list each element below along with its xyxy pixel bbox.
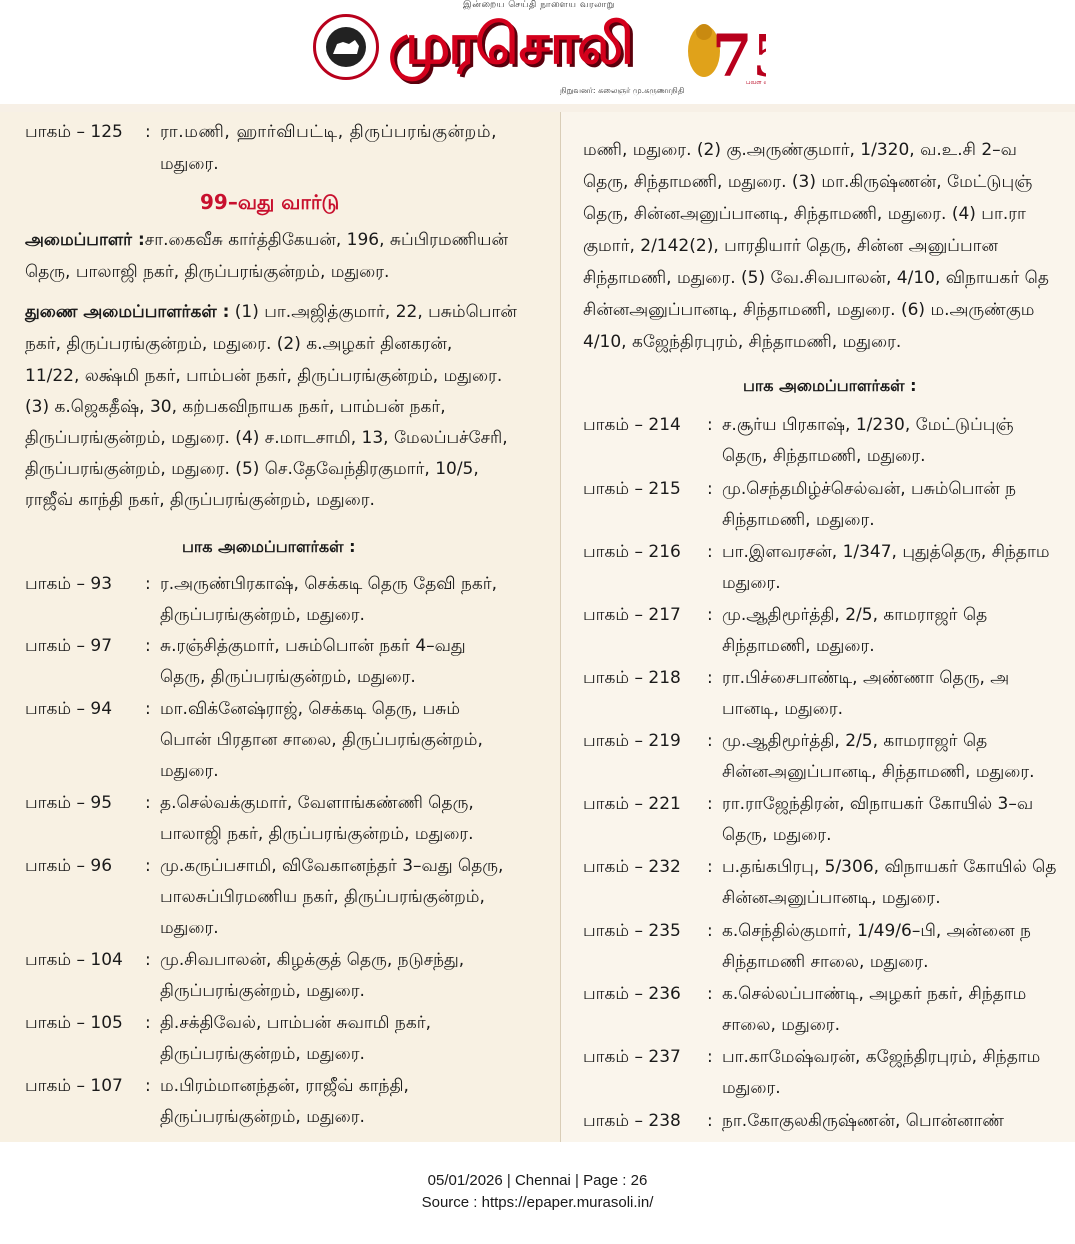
entry-line: திருப்பரங்குன்றம், மதுரை. bbox=[160, 1107, 365, 1127]
right-top-line: தெரு, சின்னஅனுப்பானடி, சிந்தாமணி, மதுரை. (4) பா.ரா bbox=[583, 204, 1026, 224]
entry-label: பாகம் – 221 bbox=[583, 794, 681, 814]
masthead-tagline: இன்றைய செய்தி நாளைய வரலாறு bbox=[463, 0, 615, 10]
entry-colon: : bbox=[707, 668, 713, 688]
entry-colon: : bbox=[145, 1076, 151, 1096]
entry-line: மதுரை. bbox=[160, 918, 219, 938]
entry-line: மு.ஆதிமூர்த்தி, 2/5, காமராஜர் தெ bbox=[722, 731, 988, 751]
entry-line: பா.காமேஷ்வரன், கஜேந்திரபுரம், சிந்தாம bbox=[722, 1047, 1041, 1067]
entry-line: மு.கருப்பசாமி, விவேகானந்தர் 3–வது தெரு, bbox=[160, 856, 504, 876]
entry-line: பானடி, மதுரை. bbox=[722, 699, 844, 719]
entry-label: பாகம் – 104 bbox=[25, 950, 123, 970]
left-column bbox=[0, 112, 560, 1142]
deputy-line: நகர், திருப்பரங்குன்றம், மதுரை. (2) க.அழகர் தினகரன், bbox=[25, 334, 453, 354]
entry-line: மு.ஆதிமூர்த்தி, 2/5, காமராஜர் தெ bbox=[722, 605, 988, 625]
entry-label: பாகம் – 237 bbox=[583, 1047, 681, 1067]
entry-colon: : bbox=[145, 1013, 151, 1033]
entry-colon: : bbox=[707, 542, 713, 562]
entry-label: பாகம் – 215 bbox=[583, 479, 681, 499]
right-top-line: சின்னஅனுப்பானடி, சிந்தாமணி, மதுரை. (6) ம.அருண்கும bbox=[583, 300, 1035, 320]
anniversary-emblem bbox=[676, 6, 766, 96]
entry-colon: : bbox=[145, 636, 151, 656]
entry-line: நா.கோகுலகிருஷ்ணன், பொன்னாண் bbox=[722, 1111, 1005, 1131]
entry-colon: : bbox=[145, 122, 151, 142]
deputy-line: ராஜீவ் காந்தி நகர், திருப்பரங்குன்றம், மதுரை. bbox=[25, 490, 375, 510]
entry-line: திருப்பரங்குன்றம், மதுரை. bbox=[160, 981, 365, 1001]
entry-line: மு.சிவபாலன், கிழக்குத் தெரு, நடுசந்து, bbox=[160, 950, 465, 970]
entry-label: பாகம் – 218 bbox=[583, 668, 681, 688]
anniversary-label: பவள bbox=[746, 79, 762, 86]
source-link[interactable]: Source : https://epaper.murasoli.in/ bbox=[421, 1194, 654, 1211]
entry-colon: : bbox=[145, 574, 151, 594]
masthead bbox=[0, 0, 1075, 104]
entry-line: பாலசுப்பிரமணிய நகர், திருப்பரங்குன்றம், bbox=[160, 887, 485, 907]
ward-heading: 99–வது வார்டு bbox=[200, 190, 340, 214]
entry-line: மதுரை. bbox=[160, 761, 219, 781]
entry-label: பாகம் – 105 bbox=[25, 1013, 123, 1033]
entry-colon: : bbox=[145, 856, 151, 876]
entry-line: தெரு, சிந்தாமணி, மதுரை. bbox=[722, 446, 926, 466]
entry-line: பொன் பிரதான சாலை, திருப்பரங்குன்றம், bbox=[160, 730, 483, 750]
entry-label: பாகம் – 238 bbox=[583, 1111, 681, 1131]
entry-colon: : bbox=[707, 605, 713, 625]
section-heading: பாக அமைப்பாளர்கள் : bbox=[743, 376, 917, 395]
entry-colon: : bbox=[707, 415, 713, 435]
entry-line: மு.செந்தமிழ்ச்செல்வன், பசும்பொன் ந bbox=[722, 479, 1017, 499]
deputy-text: (1) பா.அஜித்குமார், 22, பசும்பொன் bbox=[234, 302, 517, 322]
deputy-line: (3) க.ஜெகதீஷ், 30, கற்பகவிநாயக நகர், பாம்பன் நகர், bbox=[25, 397, 446, 417]
entry-label: பாகம் – 216 bbox=[583, 542, 681, 562]
brand-founder-line: நிறுவனர்: கலைஞர் மு.கருணாநிதி bbox=[560, 86, 685, 95]
entry-line: சிந்தாமணி, மதுரை. bbox=[722, 510, 875, 530]
entry-line: ர.அருண்பிரகாஷ், செக்கடி தெரு தேவி நகர், bbox=[160, 574, 498, 594]
entry-colon: : bbox=[145, 793, 151, 813]
entry-line: மதுரை. bbox=[722, 573, 781, 593]
entry-line: தெரு, திருப்பரங்குன்றம், மதுரை. bbox=[160, 667, 416, 687]
entry-line: ரா.ராஜேந்திரன், விநாயகர் கோயில் 3–வ bbox=[722, 794, 1034, 814]
seal-emblem-icon bbox=[326, 27, 366, 67]
entry-line: சின்னஅனுப்பானடி, சிந்தாமணி, மதுரை. bbox=[722, 762, 1035, 782]
entry-label: பாகம் – 96 bbox=[25, 856, 113, 876]
masthead-rule bbox=[0, 104, 1075, 112]
entry-colon: : bbox=[707, 857, 713, 877]
deputy-paragraph bbox=[25, 302, 517, 324]
entry-label: பாகம் – 97 bbox=[25, 636, 113, 656]
entry-label: பாகம் – 94 bbox=[25, 699, 113, 719]
newspaper-page bbox=[0, 112, 1075, 1142]
deputy-line: திருப்பரங்குன்றம், மதுரை. (5) செ.தேவேந்திரகுமார், 10/5, bbox=[25, 459, 479, 479]
right-top-line: குமார், 2/142(2), பாரதியார் தெரு, சின்ன அனுப்பான bbox=[583, 236, 998, 256]
entry-label: பாகம் – 125 bbox=[25, 122, 123, 142]
entry-label: பாகம் – 217 bbox=[583, 605, 681, 625]
entry-label: பாகம் – 95 bbox=[25, 793, 113, 813]
entry-line: சின்னஅனுப்பானடி, மதுரை. bbox=[722, 888, 941, 908]
entry-colon: : bbox=[145, 699, 151, 719]
entry-line: மதுரை. bbox=[722, 1078, 781, 1098]
deputy-line: 11/22, லக்ஷ்மி நகர், பாம்பன் நகர், திருப்பரங்குன்றம், மதுரை. bbox=[25, 366, 503, 386]
entry-line: திருப்பரங்குன்றம், மதுரை. bbox=[160, 605, 365, 625]
entry-line: தெரு, மதுரை. bbox=[722, 825, 832, 845]
entry-label: பாகம் – 214 bbox=[583, 415, 681, 435]
organizer-text: சா.கைவீசு கார்த்திகேயன், 196, சுப்பிரமணியன் bbox=[144, 230, 508, 250]
section-heading: பாக அமைப்பாளர்கள் : bbox=[182, 537, 356, 556]
right-top-line: சிந்தாமணி, மதுரை. (5) வே.சிவபாலன், 4/10, விநாயகர் தெ bbox=[583, 268, 1049, 288]
entry-colon: : bbox=[707, 479, 713, 499]
entry-colon: : bbox=[707, 794, 713, 814]
entry-label: பாகம் – 235 bbox=[583, 921, 681, 941]
entry-line: சிந்தாமணி சாலை, மதுரை. bbox=[722, 952, 929, 972]
deputy-label: துணை அமைப்பாளர்கள் : bbox=[25, 302, 230, 322]
right-top-line: 4/10, கஜேந்திரபுரம், சிந்தாமணி, மதுரை. bbox=[583, 332, 902, 352]
entry-label: பாகம் – 232 bbox=[583, 857, 681, 877]
entry-label: பாகம் – 107 bbox=[25, 1076, 123, 1096]
organizer-line: தெரு, பாலாஜி நகர், திருப்பரங்குன்றம், மதுரை. bbox=[25, 262, 390, 282]
entry-line: க.செல்லப்பாண்டி, அழகர் நகர், சிந்தாம bbox=[722, 984, 1027, 1004]
entry-line: பா.இளவரசன், 1/347, புதுத்தெரு, சிந்தாம bbox=[722, 542, 1050, 562]
right-column bbox=[560, 112, 1075, 1142]
organizer-paragraph bbox=[25, 230, 508, 252]
entry-line: சு.ரஞ்சித்குமார், பசும்பொன் நகர் 4–வது bbox=[160, 636, 466, 656]
right-top-line: மணி, மதுரை. (2) கு.அருண்குமார், 1/320, வ.உ.சி 2–வ bbox=[583, 140, 1017, 160]
entry-label: பாகம் – 93 bbox=[25, 574, 113, 594]
entry-colon: : bbox=[707, 984, 713, 1004]
entry-line: த.செல்வக்குமார், வேளாங்கண்ணி தெரு, bbox=[160, 793, 474, 813]
entry-line: ப.தங்கபிரபு, 5/306, விநாயகர் கோயில் தெ bbox=[722, 857, 1057, 877]
entry-line: ரா.பிச்சைபாண்டி, அண்ணா தெரு, அ bbox=[722, 668, 1010, 688]
entry-label: பாகம் – 236 bbox=[583, 984, 681, 1004]
party-seal-logo bbox=[313, 14, 379, 80]
entry-colon: : bbox=[707, 731, 713, 751]
entry-line: மதுரை. bbox=[160, 154, 219, 174]
entry-colon: : bbox=[707, 1111, 713, 1131]
entry-line: சாலை, மதுரை. bbox=[722, 1015, 840, 1035]
anniversary-number: 7 bbox=[712, 22, 753, 90]
edition-info: 05/01/2026 | Chennai | Page : 26 bbox=[427, 1172, 648, 1189]
entry-line: திருப்பரங்குன்றம், மதுரை. bbox=[160, 1044, 365, 1064]
deputy-line: திருப்பரங்குன்றம், மதுரை. (4) ச.மாடசாமி, 13, மேலப்பச்சேரி, bbox=[25, 428, 508, 448]
entry-line: பாலாஜி நகர், திருப்பரங்குன்றம், மதுரை. bbox=[160, 824, 474, 844]
newspaper-brand: முரசொலி bbox=[388, 12, 632, 77]
entry-label: பாகம் – 219 bbox=[583, 731, 681, 751]
page-footer bbox=[0, 1142, 1075, 1244]
organizer-label: அமைப்பாளர் : bbox=[25, 230, 145, 250]
entry-line: தி.சக்திவேல், பாம்பன் சுவாமி நகர், bbox=[160, 1013, 432, 1033]
entry-line: ரா.மணி, ஹார்விபட்டி, திருப்பரங்குன்றம், bbox=[160, 122, 498, 142]
entry-line: ச.சூர்ய பிரகாஷ், 1/230, மேட்டுப்புஞ் bbox=[722, 415, 1014, 435]
entry-colon: : bbox=[707, 1047, 713, 1067]
right-top-line: தெரு, சிந்தாமணி, மதுரை. (3) மா.கிருஷ்ணன், மேட்டுபுஞ் bbox=[583, 172, 1033, 192]
entry-colon: : bbox=[707, 921, 713, 941]
entry-line: க.செந்தில்குமார், 1/49/6–பி, அன்னை ந bbox=[722, 921, 1031, 941]
entry-line: மா.விக்னேஷ்ராஜ், செக்கடி தெரு, பசும் bbox=[160, 699, 461, 719]
entry-colon: : bbox=[145, 950, 151, 970]
entry-line: சிந்தாமணி, மதுரை. bbox=[722, 636, 875, 656]
entry-line: ம.பிரம்மானந்தன், ராஜீவ் காந்தி, bbox=[160, 1076, 409, 1096]
